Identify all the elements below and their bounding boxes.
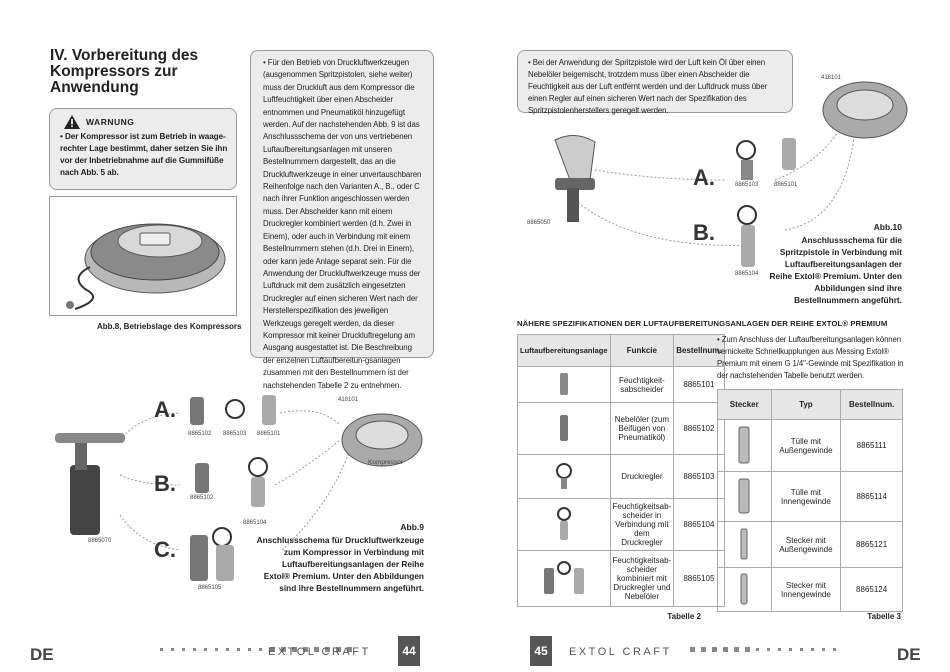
t2-function: Feuchtigkeitsab-scheider kombiniert mit Druckregler und Nebelöler (610, 551, 674, 607)
footer-dots-right (690, 641, 880, 647)
brand-right: EXTOL CRAFT (569, 646, 672, 658)
t3-number: 8865111 (841, 420, 903, 472)
t3-connector-icon (718, 568, 772, 612)
fig9-code-tool: 8865070 (88, 538, 112, 544)
fig9-code-b1: 8865102 (190, 495, 214, 501)
t3-header-connector: Stecker (718, 390, 772, 420)
page-number-left: 44 (398, 636, 420, 666)
t3-number: 8865121 (841, 522, 903, 568)
t2-number: 8865103 (674, 455, 724, 499)
t3-type: Tülle mit Innengewinde (771, 472, 841, 522)
t2-header-number: Bestellnum. (674, 335, 724, 367)
t2-device-icon (518, 551, 611, 607)
regulator-icon (555, 461, 573, 491)
t2-number: 8865105 (674, 551, 724, 607)
separator-icon (557, 371, 571, 397)
fig9-code-compressor: 418101 (338, 397, 359, 403)
fig10-letter-a: A. (693, 165, 715, 190)
fig9-code-a1: 8865102 (188, 431, 212, 437)
warning-title: WARNUNG (86, 117, 135, 127)
section-heading: IV. Vorbereitung des Kompressors zur Anwendung (50, 47, 199, 96)
table-3 (717, 389, 903, 612)
fig10-code-a2: 8865101 (774, 182, 798, 188)
table-row (718, 420, 903, 472)
t2-header-function: Funkcie (610, 335, 674, 367)
t3-number: 8865114 (841, 472, 903, 522)
fig9-letter-a: A. (154, 397, 176, 422)
fig9-code-a3: 8865101 (257, 431, 281, 437)
lubricator-icon (557, 413, 571, 443)
fig9-letter-b: B. (154, 471, 176, 496)
filter-regulator-icon (555, 506, 573, 542)
fig9-caption-text: Anschlussschema für Druckluftwerkzeuge zum Kompressor in Verbindung mit Luftaufbereitungsanlagen der Reihe Extol® Premium. Unter den Abbildungen sind ihre Bestellnummern angeführt. (256, 535, 424, 593)
connector-text: • Zum Anschluss der Luftaufbereitungsanlagen können vernickelte Schnellkupplungen aus Messing Extol® Premium mit einem G 1/4"-Gewinde mit Spezifikation in der nachstehenden Tabelle benutzt werden. (717, 335, 904, 380)
table-row (518, 499, 725, 551)
fig9-compressor-label: Kompressor (368, 459, 404, 466)
fig9-code-c: 8865105 (198, 585, 222, 591)
info-box (250, 50, 434, 390)
t2-device-icon (518, 499, 611, 551)
fig10-code-b: 8865104 (735, 271, 759, 277)
right-info-text: • Bei der Anwendung der Spritzpistole wird der Luft kein Öl über einen Nebelöler beigemischt, trotzdem muss über einen Abscheider die Feuchtigkeit aus der Luft entfernt werden und der Luftdruck muss über einen Regler auf einen sicheren Wert nach der Spezifikation des Spritzpistolenherstellers geregelt werden. (528, 58, 768, 115)
rivet-tool-image (55, 433, 125, 535)
table-row (518, 403, 725, 455)
table-row (718, 472, 903, 522)
t2-function: Feuchtigkeitsab-scheider in Verbindung mit dem Druckregler (610, 499, 674, 551)
t3-connector-icon (718, 472, 772, 522)
t3-number: 8865124 (841, 568, 903, 612)
fig8-image (49, 196, 237, 316)
table-2 (517, 334, 725, 607)
t2-number: 8865102 (674, 403, 724, 455)
table-row (718, 568, 903, 612)
t2-function: Druckregler (610, 455, 674, 499)
fig10-letter-b: B. (693, 220, 715, 245)
plug-icon (736, 527, 752, 561)
t3-connector-icon (718, 522, 772, 568)
table-2-caption: Tabelle 2 (667, 612, 701, 621)
t3-connector-icon (718, 420, 772, 472)
table-row (518, 455, 725, 499)
t3-type: Stecker mit Außengewinde (771, 522, 841, 568)
fig10-caption-title: Abb.10 (873, 222, 902, 232)
t3-type: Tülle mit Außengewinde (771, 420, 841, 472)
t2-number: 8865101 (674, 367, 724, 403)
brand-left: EXTOL CRAFT (268, 646, 371, 658)
coupler-icon (736, 477, 752, 515)
fig9-letter-c: C. (154, 537, 176, 562)
t2-device-icon (518, 367, 611, 403)
spray-gun-image (555, 135, 595, 222)
fig10-code-a1: 8865103 (735, 182, 759, 188)
t2-function: Feuchtigkeit-sabscheider (610, 367, 674, 403)
compressor-image-right (823, 82, 907, 138)
fig9-c-devices (190, 528, 234, 581)
fig9-a-devices (190, 395, 276, 425)
t3-header-number: Bestellnum. (841, 390, 903, 420)
plug-icon (736, 572, 752, 606)
t2-device-icon (518, 455, 611, 499)
lang-label-right: DE (897, 645, 921, 664)
table-row (518, 551, 725, 607)
fig10-code-gun: 8865050 (527, 220, 551, 226)
three-in-one-icon (542, 560, 586, 596)
t2-number: 8865104 (674, 499, 724, 551)
table-row (518, 367, 725, 403)
fig10-a-devices (737, 138, 796, 180)
fig9-code-b2: 8865104 (243, 520, 267, 526)
t2-function: Nebelöler (zum Beifügen von Pneumatiköl) (610, 403, 674, 455)
fig8-caption: Abb.8, Betriebslage des Kompressors (97, 322, 242, 331)
lang-label-left: DE (30, 645, 54, 664)
fig10-code-compressor: 418101 (821, 75, 842, 81)
fig9-code-a2: 8865103 (223, 431, 247, 437)
warning-text: • Der Kompressor ist zum Betrieb in waage-rechter Lage bestimmt, daher setzen Sie ihn vor der Inbetriebnahme auf die Gummifüße nach Abb. 5 ab. (60, 132, 228, 177)
info-text: • Für den Betrieb von Druckluftwerkzeugen (ausgenommen Spritzpistolen, siehe weiter) muss der Druckluft aus dem Kompressor die Luftfeuchtigkeit über einen Abscheider entnommen und Pneumatiköl hinzugefügt werden. Auf der nachstehenden Abb. 9 ist das Anschlussschema der von uns vertriebenen Luftaufbereitungsanlagen mit unseren Bestellnummern dargestellt, das an die Druckluftwerkzeuge in einer unvertauschbaren Reihenfolge nach den Varianten A., B., oder C nach ihrer Funktion angeschlossen werden muss. Der Abscheider kann mit einem Druckregler kombiniert werden (d.h. Zwei in Einem), oder auch in Verbindung mit einem Bestellnummern stehen (d.h. Drei in Einem), oder kann jede Anlage separat sein. Für die Anwendung der Druckluftwerkzeuge muss der Luftdruck mit dem zusätzlich eingesetzten Druckregler auf einen sicheren Wert nach der Herstellerspezifikation des jeweiligen Werkzeugs geregelt werden, da dieser Kompressor mit keiner Druckluftregelung am Ausgang ausgestattet ist. Die Beschreibung der einzelnen Luftaufbereitun-gsanlagen zusammen mit den Bestellnummern ist der nachstehenden Tabelle 2 zu entnehmen. (263, 58, 422, 390)
t2-device-icon (518, 403, 611, 455)
warning-box (49, 108, 237, 190)
fig10-caption-text: Anschlussschema für die Spritzpistole in Verbindung mit Luftaufbereitungsanlagen der Reihe Extol® Premium. Unter den Abbildungen sind ihre Bestellnummern angeführt. (769, 235, 902, 305)
table-row (718, 522, 903, 568)
spec-heading: NÄHERE SPEZIFIKATIONEN DER LUFTAUFBEREITUNGSANLAGEN DER REIHE EXTOL® PREMIUM (517, 319, 888, 328)
t3-type: Stecker mit Innengewinde (771, 568, 841, 612)
t3-header-type: Typ (771, 390, 841, 420)
table-3-caption: Tabelle 3 (867, 612, 901, 621)
coupler-icon (736, 425, 752, 465)
t2-header-device: Luftaufbereitungsanlage (518, 335, 611, 367)
fig9-caption-title: Abb.9 (400, 522, 424, 532)
right-page (475, 0, 950, 672)
page-number-right: 45 (530, 636, 552, 666)
fig10-b-devices (738, 206, 756, 267)
